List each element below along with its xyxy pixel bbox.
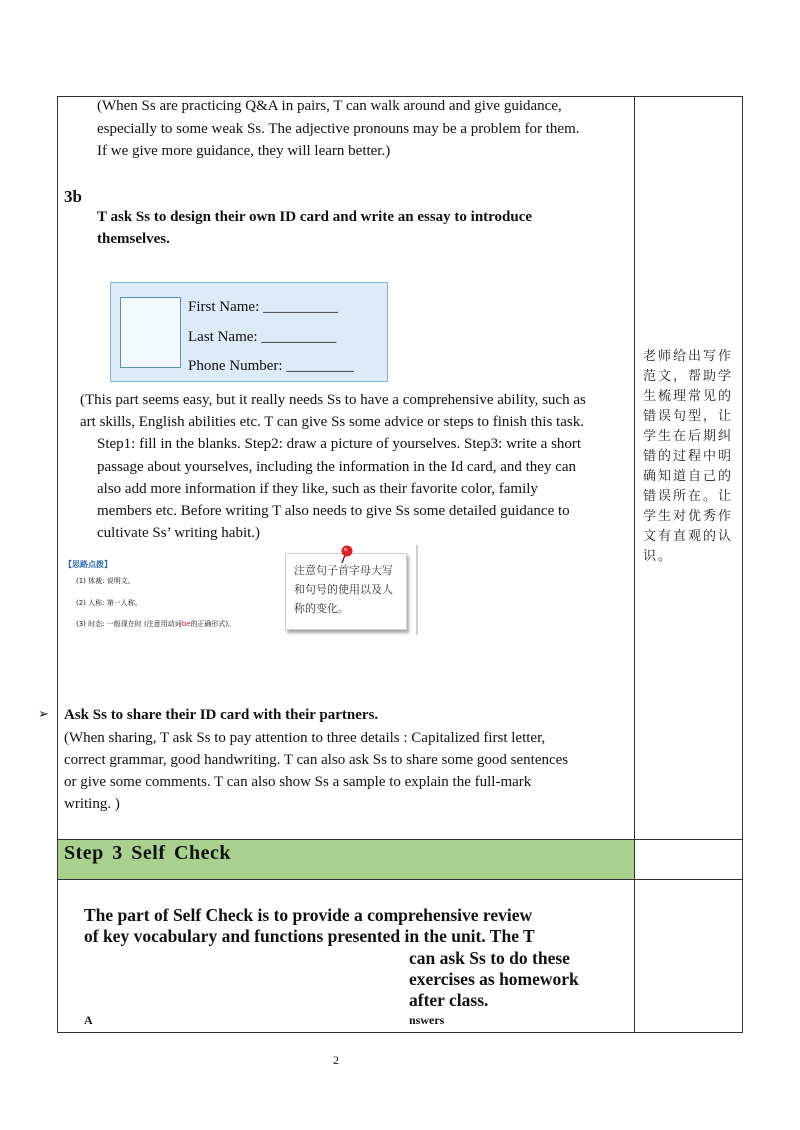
guidance-line-3: If we give more guidance, they will learn better.) xyxy=(97,143,391,159)
table-border-bottom xyxy=(57,1032,743,1033)
tips-line-3-post: 的正确形式)。 xyxy=(190,620,236,628)
part-line-5: also add more information if they like, such as their favorite color, family xyxy=(97,481,538,497)
tips-line-3 xyxy=(76,617,235,632)
note-line-2: 和句号的使用以及人 xyxy=(294,583,393,596)
step3-title: Step 3 Self Check xyxy=(64,842,231,864)
vertical-divider xyxy=(416,545,418,635)
side-note-line-2: 范文，帮助学 xyxy=(643,369,734,384)
answers-label-a: A xyxy=(84,1013,93,1027)
side-note-line-11: 识。 xyxy=(643,549,674,564)
self-check-line-3: can ask Ss to do these xyxy=(409,948,570,968)
self-check-line-4: exercises as homework xyxy=(409,969,579,989)
side-note-line-9: 学生对优秀作 xyxy=(643,509,734,524)
id-card-image xyxy=(110,282,388,382)
self-check-line-2: of key vocabulary and functions presented in the unit. The T xyxy=(84,926,535,946)
side-note-line-1: 老师给出写作 xyxy=(643,349,734,364)
guidance-line-2: especially to some weak Ss. The adjective pronouns may be a problem for them. xyxy=(97,121,580,137)
side-note-line-3: 生梳理常见的 xyxy=(643,389,734,404)
section-heading-3b: 3b xyxy=(64,187,82,206)
side-note-line-5: 学生在后期纠 xyxy=(643,429,734,444)
task-line-2: themselves. xyxy=(97,231,170,247)
id-card-phone: Phone Number: _________ xyxy=(188,358,354,374)
pushpin-icon xyxy=(340,545,354,559)
side-note-line-6: 错的过程中明 xyxy=(643,449,734,464)
page-number: 2 xyxy=(333,1053,339,1067)
task-line-1: T ask Ss to design their own ID card and write an essay to introduce xyxy=(97,209,533,225)
table-border-middle xyxy=(634,96,635,1033)
tips-title: 【思路点拨】 xyxy=(64,560,112,569)
share-line-3: or give some comments. T can also show Ss a sample to explain the full-mark xyxy=(64,774,532,790)
self-check-line-5: after class. xyxy=(409,990,489,1010)
tips-line-1: (1) 体裁: 说明文。 xyxy=(76,577,135,585)
tips-line-2: (2) 人称: 第一人称。 xyxy=(76,599,142,607)
share-line-1: (When sharing, T ask Ss to pay attention to three details : Capitalized first letter, xyxy=(64,730,546,746)
guidance-line-1: (When Ss are practicing Q&A in pairs, T can walk around and give guidance, xyxy=(97,98,562,114)
photo-placeholder xyxy=(120,297,181,368)
tips-line-3-pre: (3) 时态: 一般现在时 (注意用动词 xyxy=(76,620,182,628)
note-line-3: 称的变化。 xyxy=(294,602,349,615)
table-border-left xyxy=(57,96,58,1033)
side-note-line-10: 文有直观的认 xyxy=(643,529,734,544)
note-line-1: 注意句子首字母大写 xyxy=(294,564,393,577)
answers-label-rest: nswers xyxy=(409,1013,445,1027)
id-card-last-name: Last Name: __________ xyxy=(188,329,337,345)
part-line-6: members etc. Before writing T also needs to give Ss some detailed guidance to xyxy=(97,503,570,519)
self-check-line-1: The part of Self Check is to provide a comprehensive review xyxy=(84,905,533,925)
share-title: Ask Ss to share their ID card with their partners. xyxy=(64,707,379,723)
part-line-4: passage about yourselves, including the information in the Id card, and they can xyxy=(97,459,577,475)
side-note-line-7: 确知道自己的 xyxy=(643,469,734,484)
part-line-1: (This part seems easy, but it really needs Ss to have a comprehensive ability, such as xyxy=(80,392,586,408)
row-divider-2 xyxy=(57,879,743,880)
part-line-7: cultivate Ss’ writing habit.) xyxy=(97,525,261,541)
bullet-arrow-icon: ➢ xyxy=(38,707,49,722)
part-line-3: Step1: fill in the blanks. Step2: draw a picture of yourselves. Step3: write a short xyxy=(97,436,582,452)
tips-highlight-be: be xyxy=(181,620,191,628)
side-note-line-8: 错误所在。让 xyxy=(643,489,734,504)
part-line-2: art skills, English abilities etc. T can give Ss some advice or steps to finish this task. xyxy=(80,414,584,430)
side-note-line-4: 错误句型，让 xyxy=(643,409,734,424)
id-card-first-name: First Name: __________ xyxy=(188,299,338,315)
share-line-2: correct grammar, good handwriting. T can also ask Ss to share some good sentences xyxy=(64,752,569,768)
table-border-right xyxy=(742,96,743,1033)
share-line-4: writing. ) xyxy=(64,796,120,812)
